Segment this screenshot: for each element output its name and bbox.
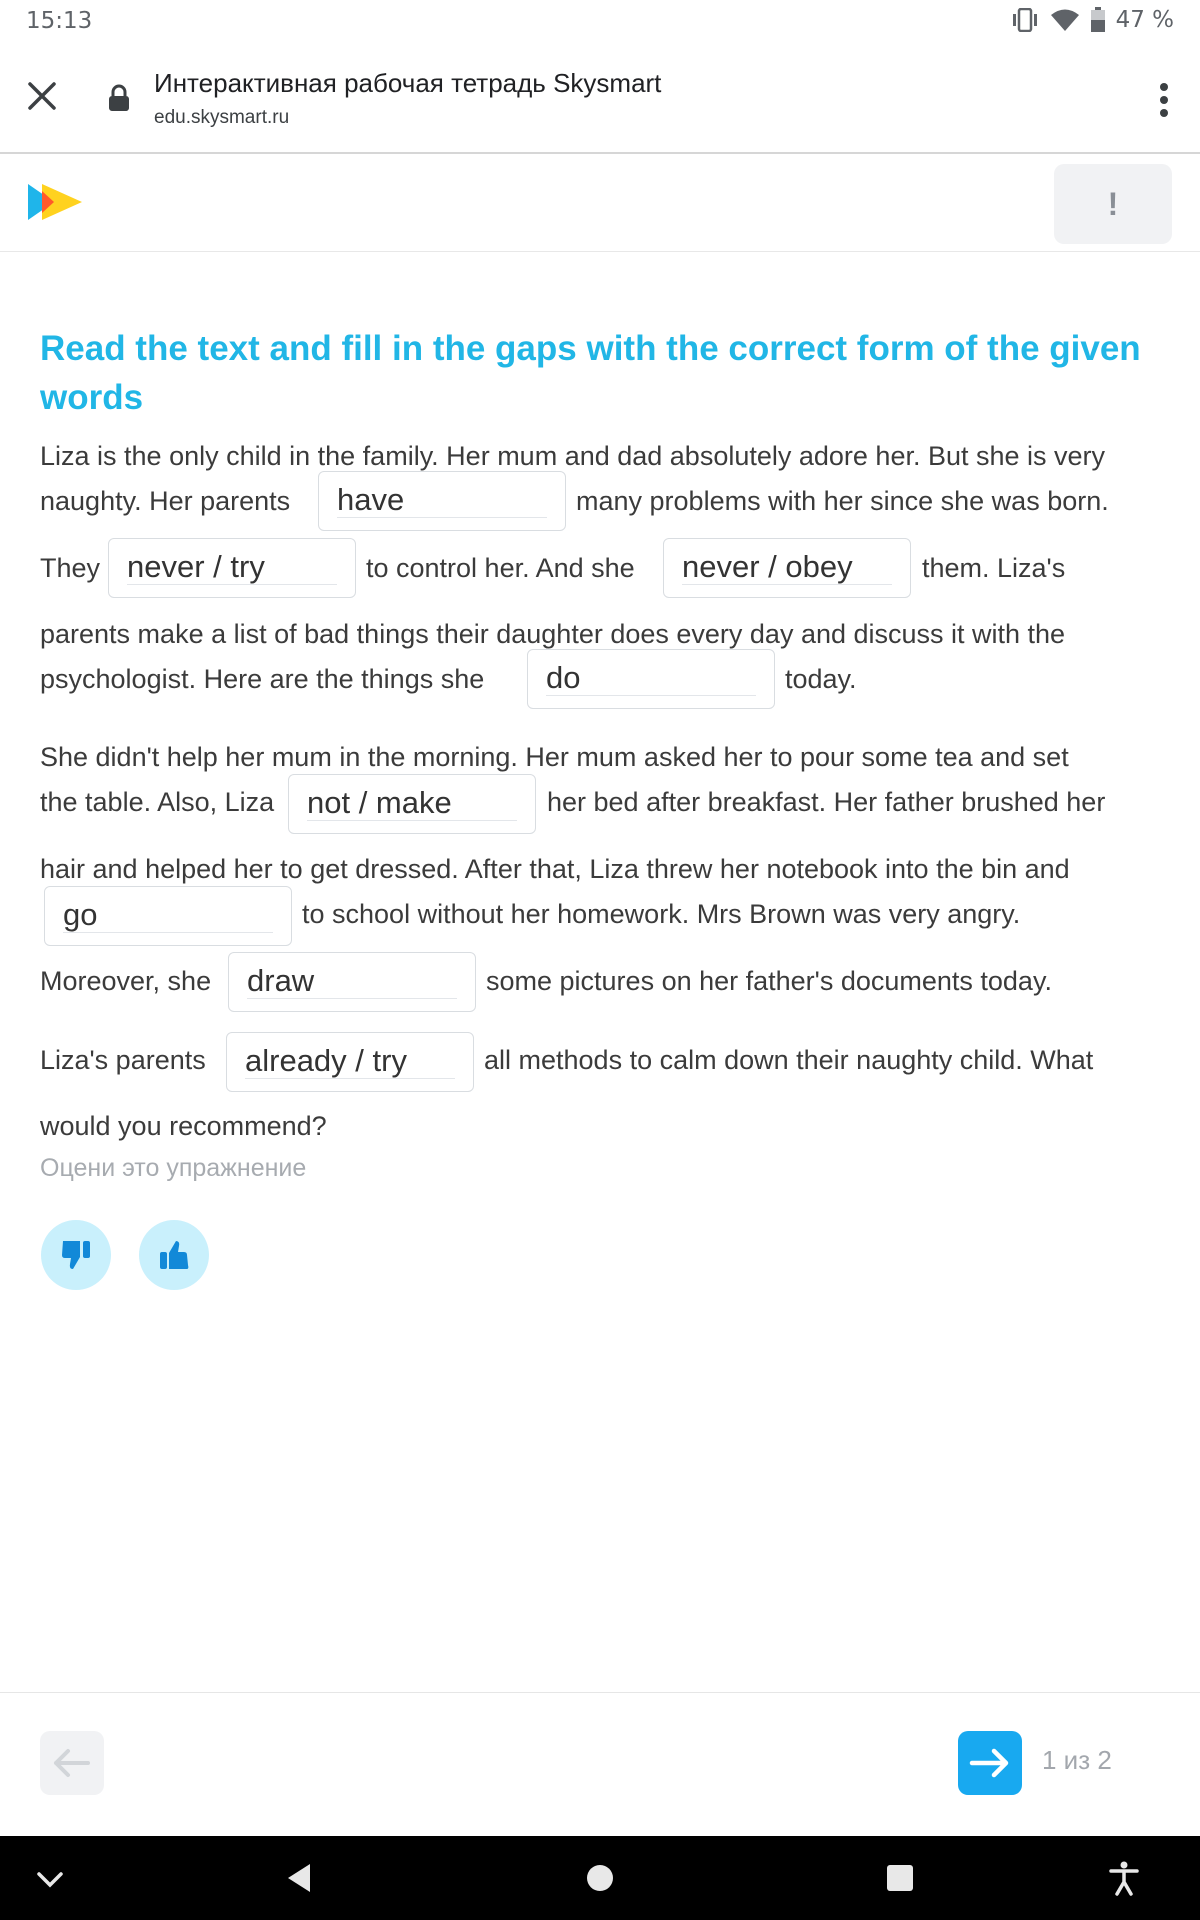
text-line: to school without her homework. Mrs Brown was very angry. [302, 899, 1021, 929]
more-vert-icon[interactable] [1158, 82, 1170, 118]
report-button[interactable]: ! [1054, 164, 1172, 244]
text-line: her bed after breakfast. Her father brushed her [547, 787, 1106, 817]
accessibility-icon[interactable] [1108, 1860, 1140, 1896]
arrow-right-icon [958, 1731, 1022, 1795]
recents-icon[interactable] [884, 1860, 916, 1896]
text-line: Moreover, she [40, 966, 212, 996]
gap-input-1[interactable] [318, 471, 566, 531]
exercise-heading: Read the text and fill in the gaps with the correct form of the given words [40, 329, 1141, 417]
text-line: psychologist. Here are the things she [40, 664, 485, 694]
exercise-navigation [0, 1692, 1200, 1836]
thumbs-up-icon [158, 1239, 190, 1271]
page-title-block [154, 68, 661, 129]
text-line: many problems with her since she was born. [576, 486, 1109, 516]
skysmart-logo[interactable] [26, 180, 86, 224]
next-button[interactable] [958, 1731, 1022, 1795]
back-icon[interactable] [284, 1860, 314, 1896]
gap-input-3[interactable] [663, 538, 911, 598]
gap-value: go [63, 897, 98, 932]
status-time: 15:13 [26, 8, 93, 34]
text-line: some pictures on her father's documents today. [486, 966, 1052, 996]
text-line: They [40, 553, 101, 583]
close-icon[interactable] [24, 78, 60, 114]
gap-input-2[interactable] [108, 538, 356, 598]
gap-input-6[interactable] [44, 886, 292, 946]
text-line: Liza's parents [40, 1045, 206, 1075]
status-bar [0, 0, 1200, 44]
gap-input-7[interactable] [228, 952, 476, 1012]
gap-input-4[interactable] [527, 649, 775, 709]
gap-value: never / obey [682, 549, 853, 584]
status-icons [1010, 7, 1174, 33]
gap-input-8[interactable] [226, 1032, 474, 1092]
gap-value: never / try [127, 549, 265, 584]
text-line: the table. Also, Liza [40, 787, 275, 817]
gap-value: not / make [307, 785, 452, 820]
page-title: Интерактивная рабочая тетрадь Skysmart [154, 68, 662, 98]
gap-value: do [546, 660, 581, 695]
home-icon[interactable] [584, 1860, 616, 1896]
text-line: them. Liza's [922, 553, 1066, 583]
exercise-content [40, 252, 1170, 1182]
text-line: Liza is the only child in the family. Her mum and dad absolutely adore her. But she is very [40, 441, 1106, 471]
previous-button[interactable] [40, 1731, 104, 1795]
hide-keyboard-icon[interactable] [34, 1860, 66, 1896]
gap-input-5[interactable] [288, 774, 536, 834]
text-line: to control her. And she [366, 553, 635, 583]
browser-toolbar [0, 44, 1200, 154]
app-header [0, 156, 1200, 252]
text-line: She didn't help her mum in the morning. Her mum asked her to pour some tea and set [40, 742, 1069, 772]
battery-level: 47 % [1115, 7, 1174, 33]
text-line: all methods to calm down their naughty child. What [484, 1045, 1094, 1075]
exercise-text [40, 422, 1170, 1182]
rate-exercise-label: Оцени это упражнение [40, 1154, 307, 1182]
gap-value: already / try [245, 1043, 407, 1078]
text-line: hair and helped her to get dressed. After that, Liza threw her notebook into the bin and [40, 854, 1070, 884]
page-url: edu.skysmart.ru [154, 107, 290, 128]
vibrate-icon [1010, 8, 1040, 32]
wifi-icon [1050, 8, 1080, 32]
thumbs-down-icon [60, 1239, 92, 1271]
system-nav-bar [0, 1836, 1200, 1920]
text-line: parents make a list of bad things their daughter does every day and discuss it with the [40, 619, 1066, 649]
gap-value: draw [247, 963, 315, 998]
text-line: would you recommend? [40, 1111, 327, 1141]
page-counter: 1 из 2 [1042, 1745, 1112, 1775]
text-line: naughty. Her parents [40, 486, 291, 516]
battery-icon [1090, 7, 1106, 33]
text-line: today. [785, 664, 857, 694]
arrow-left-icon [40, 1731, 104, 1795]
thumbs-down-button[interactable] [41, 1220, 111, 1290]
gap-value: have [337, 482, 405, 517]
thumbs-up-button[interactable] [139, 1220, 209, 1290]
lock-icon [107, 84, 131, 112]
